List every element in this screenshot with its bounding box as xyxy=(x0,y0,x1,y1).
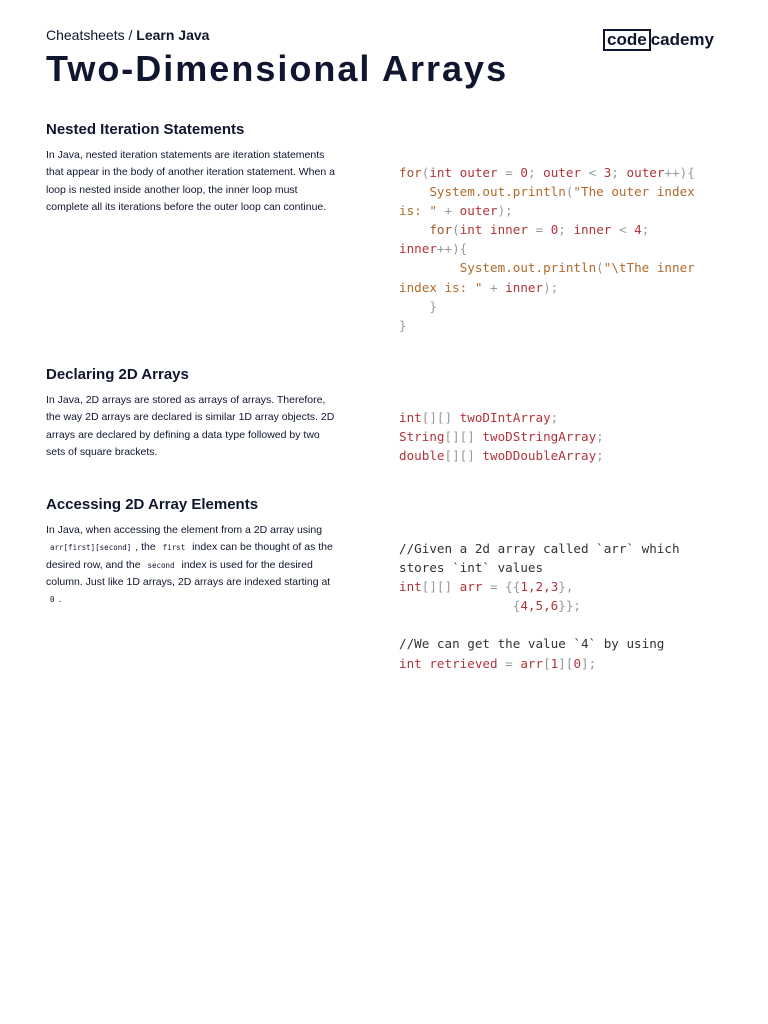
code-token: ]; xyxy=(581,655,597,671)
inline-code: arr[first][second] xyxy=(50,543,132,553)
code-token: 0 xyxy=(573,655,582,671)
code-token: int xyxy=(399,579,422,595)
desc-text: In Java, when accessing the element from a 2D array using xyxy=(46,524,323,536)
code-token: + xyxy=(436,203,460,219)
section-heading: Declaring 2D Arrays xyxy=(46,366,189,383)
code-token: = xyxy=(497,165,521,180)
code-token: [ xyxy=(543,655,551,671)
logo-code-box: code xyxy=(603,29,651,51)
logo-cademy-text: cademy xyxy=(650,30,715,49)
desc-text: index can be thought of as the desired row, and the xyxy=(46,541,333,571)
code-token: }, xyxy=(558,579,574,595)
code-block-nested xyxy=(399,163,695,335)
section-heading: Accessing 2D Array Elements xyxy=(46,496,259,513)
code-token: ; xyxy=(641,222,650,238)
code-token: ; xyxy=(611,165,619,180)
code-token: ( xyxy=(452,222,460,238)
code-token: ; xyxy=(596,448,604,464)
code-token: ; xyxy=(550,410,559,425)
code-token: outer xyxy=(618,165,665,180)
code-token: [][] xyxy=(444,429,475,445)
code-token: System.out.println xyxy=(459,260,597,276)
code-token: int xyxy=(399,655,422,671)
code-token: = xyxy=(497,655,521,671)
code-token: < xyxy=(611,222,635,238)
code-token: ; xyxy=(558,222,566,238)
code-token: 0 xyxy=(520,165,528,180)
code-token: outer xyxy=(535,165,582,180)
code-token: for xyxy=(399,165,422,180)
code-token: inner xyxy=(482,222,528,238)
code-comment: stores `int` values xyxy=(399,560,544,576)
breadcrumb xyxy=(46,27,209,43)
inline-code: second xyxy=(147,560,175,570)
inline-code: 0 xyxy=(50,595,55,605)
code-token: "The outer index xyxy=(573,184,695,200)
code-token: 0 xyxy=(550,222,559,238)
code-token: twoDStringArray xyxy=(474,429,597,445)
section-heading: Nested Iteration Statements xyxy=(46,121,245,138)
code-token: ; xyxy=(527,165,536,180)
code-token: double xyxy=(399,448,445,464)
section-description xyxy=(46,522,336,608)
code-token: index is: " xyxy=(399,279,483,295)
desc-text: index is used for the desired column. Just like 1D arrays, 2D arrays are indexed starting at xyxy=(46,558,331,588)
code-token: [][] xyxy=(421,410,453,425)
codecademy-logo[interactable] xyxy=(603,29,714,51)
code-token: = {{ xyxy=(482,579,521,595)
code-token: < xyxy=(581,165,604,180)
section-accessing-2d-array-elements xyxy=(46,495,722,671)
section-nested-iteration xyxy=(46,120,722,333)
code-token: 3 xyxy=(603,165,612,180)
code-block-declare xyxy=(399,408,604,465)
section-description: In Java, nested iteration statements are iteration statements that appear in the body of another iteration statement. When a loop is nested inside another loop, the inner loop must complete all its iterations before the outer loop can continue. xyxy=(46,149,335,213)
code-block-access xyxy=(399,539,680,673)
breadcrumb-root-link[interactable]: Cheatsheets xyxy=(46,27,125,43)
code-token: 1,2,3 xyxy=(520,579,559,595)
code-token: [][] xyxy=(421,579,453,595)
inline-code: first xyxy=(162,543,186,553)
code-token: twoDIntArray xyxy=(452,410,551,425)
code-token: ++){ xyxy=(664,165,695,180)
code-token: = xyxy=(527,222,551,238)
code-token: ); xyxy=(543,279,559,295)
code-token: } xyxy=(429,298,437,314)
code-token: inner xyxy=(565,222,612,238)
code-token: ( xyxy=(596,260,604,276)
code-token: int xyxy=(459,222,483,238)
code-token: 1 xyxy=(550,655,559,671)
code-token: ][ xyxy=(558,655,574,671)
code-token: inner xyxy=(505,279,544,295)
code-token: { xyxy=(512,598,521,614)
code-token: [][] xyxy=(444,448,475,464)
code-token: outer xyxy=(452,165,498,180)
code-comment: //We can get the value `4` by using xyxy=(399,636,665,652)
code-token: "\tThe inner xyxy=(603,260,695,276)
code-token: 4 xyxy=(634,222,642,238)
section-declaring-2d-arrays xyxy=(46,365,722,464)
code-comment: //Given a 2d array called `arr` which xyxy=(399,541,680,556)
desc-text: , the xyxy=(135,541,156,554)
code-token: outer xyxy=(459,203,498,219)
code-token: retrieved xyxy=(421,655,498,671)
code-token: ( xyxy=(421,165,430,180)
code-token: String xyxy=(399,429,445,445)
code-token: arr xyxy=(520,655,544,671)
breadcrumb-current[interactable]: Learn Java xyxy=(136,27,210,43)
code-token: twoDDoubleArray xyxy=(474,448,597,464)
page-title: Two-Dimensional Arrays xyxy=(46,48,509,89)
code-token: 4,5,6 xyxy=(520,598,559,614)
code-token: System.out.println xyxy=(429,184,566,200)
code-token: ; xyxy=(596,429,604,445)
code-token: ); xyxy=(497,203,513,219)
code-token: inner xyxy=(399,241,437,257)
code-token: ++){ xyxy=(436,241,468,257)
code-token: ( xyxy=(565,184,574,200)
code-token: }}; xyxy=(558,598,581,614)
section-description: In Java, 2D arrays are stored as arrays of arrays. Therefore, the way 2D arrays are declared is similar 1D array objects. 2D arrays are declared by defining a data type followed by two sets of square brackets. xyxy=(46,394,335,458)
code-token: + xyxy=(482,279,506,295)
code-token: int xyxy=(399,410,422,425)
desc-text: . xyxy=(58,593,62,606)
code-token: is: " xyxy=(399,203,437,219)
code-token: } xyxy=(399,317,407,333)
code-token: for xyxy=(429,222,453,238)
code-token: arr xyxy=(452,579,483,595)
code-token: int xyxy=(429,165,453,180)
breadcrumb-separator: / xyxy=(124,27,137,43)
